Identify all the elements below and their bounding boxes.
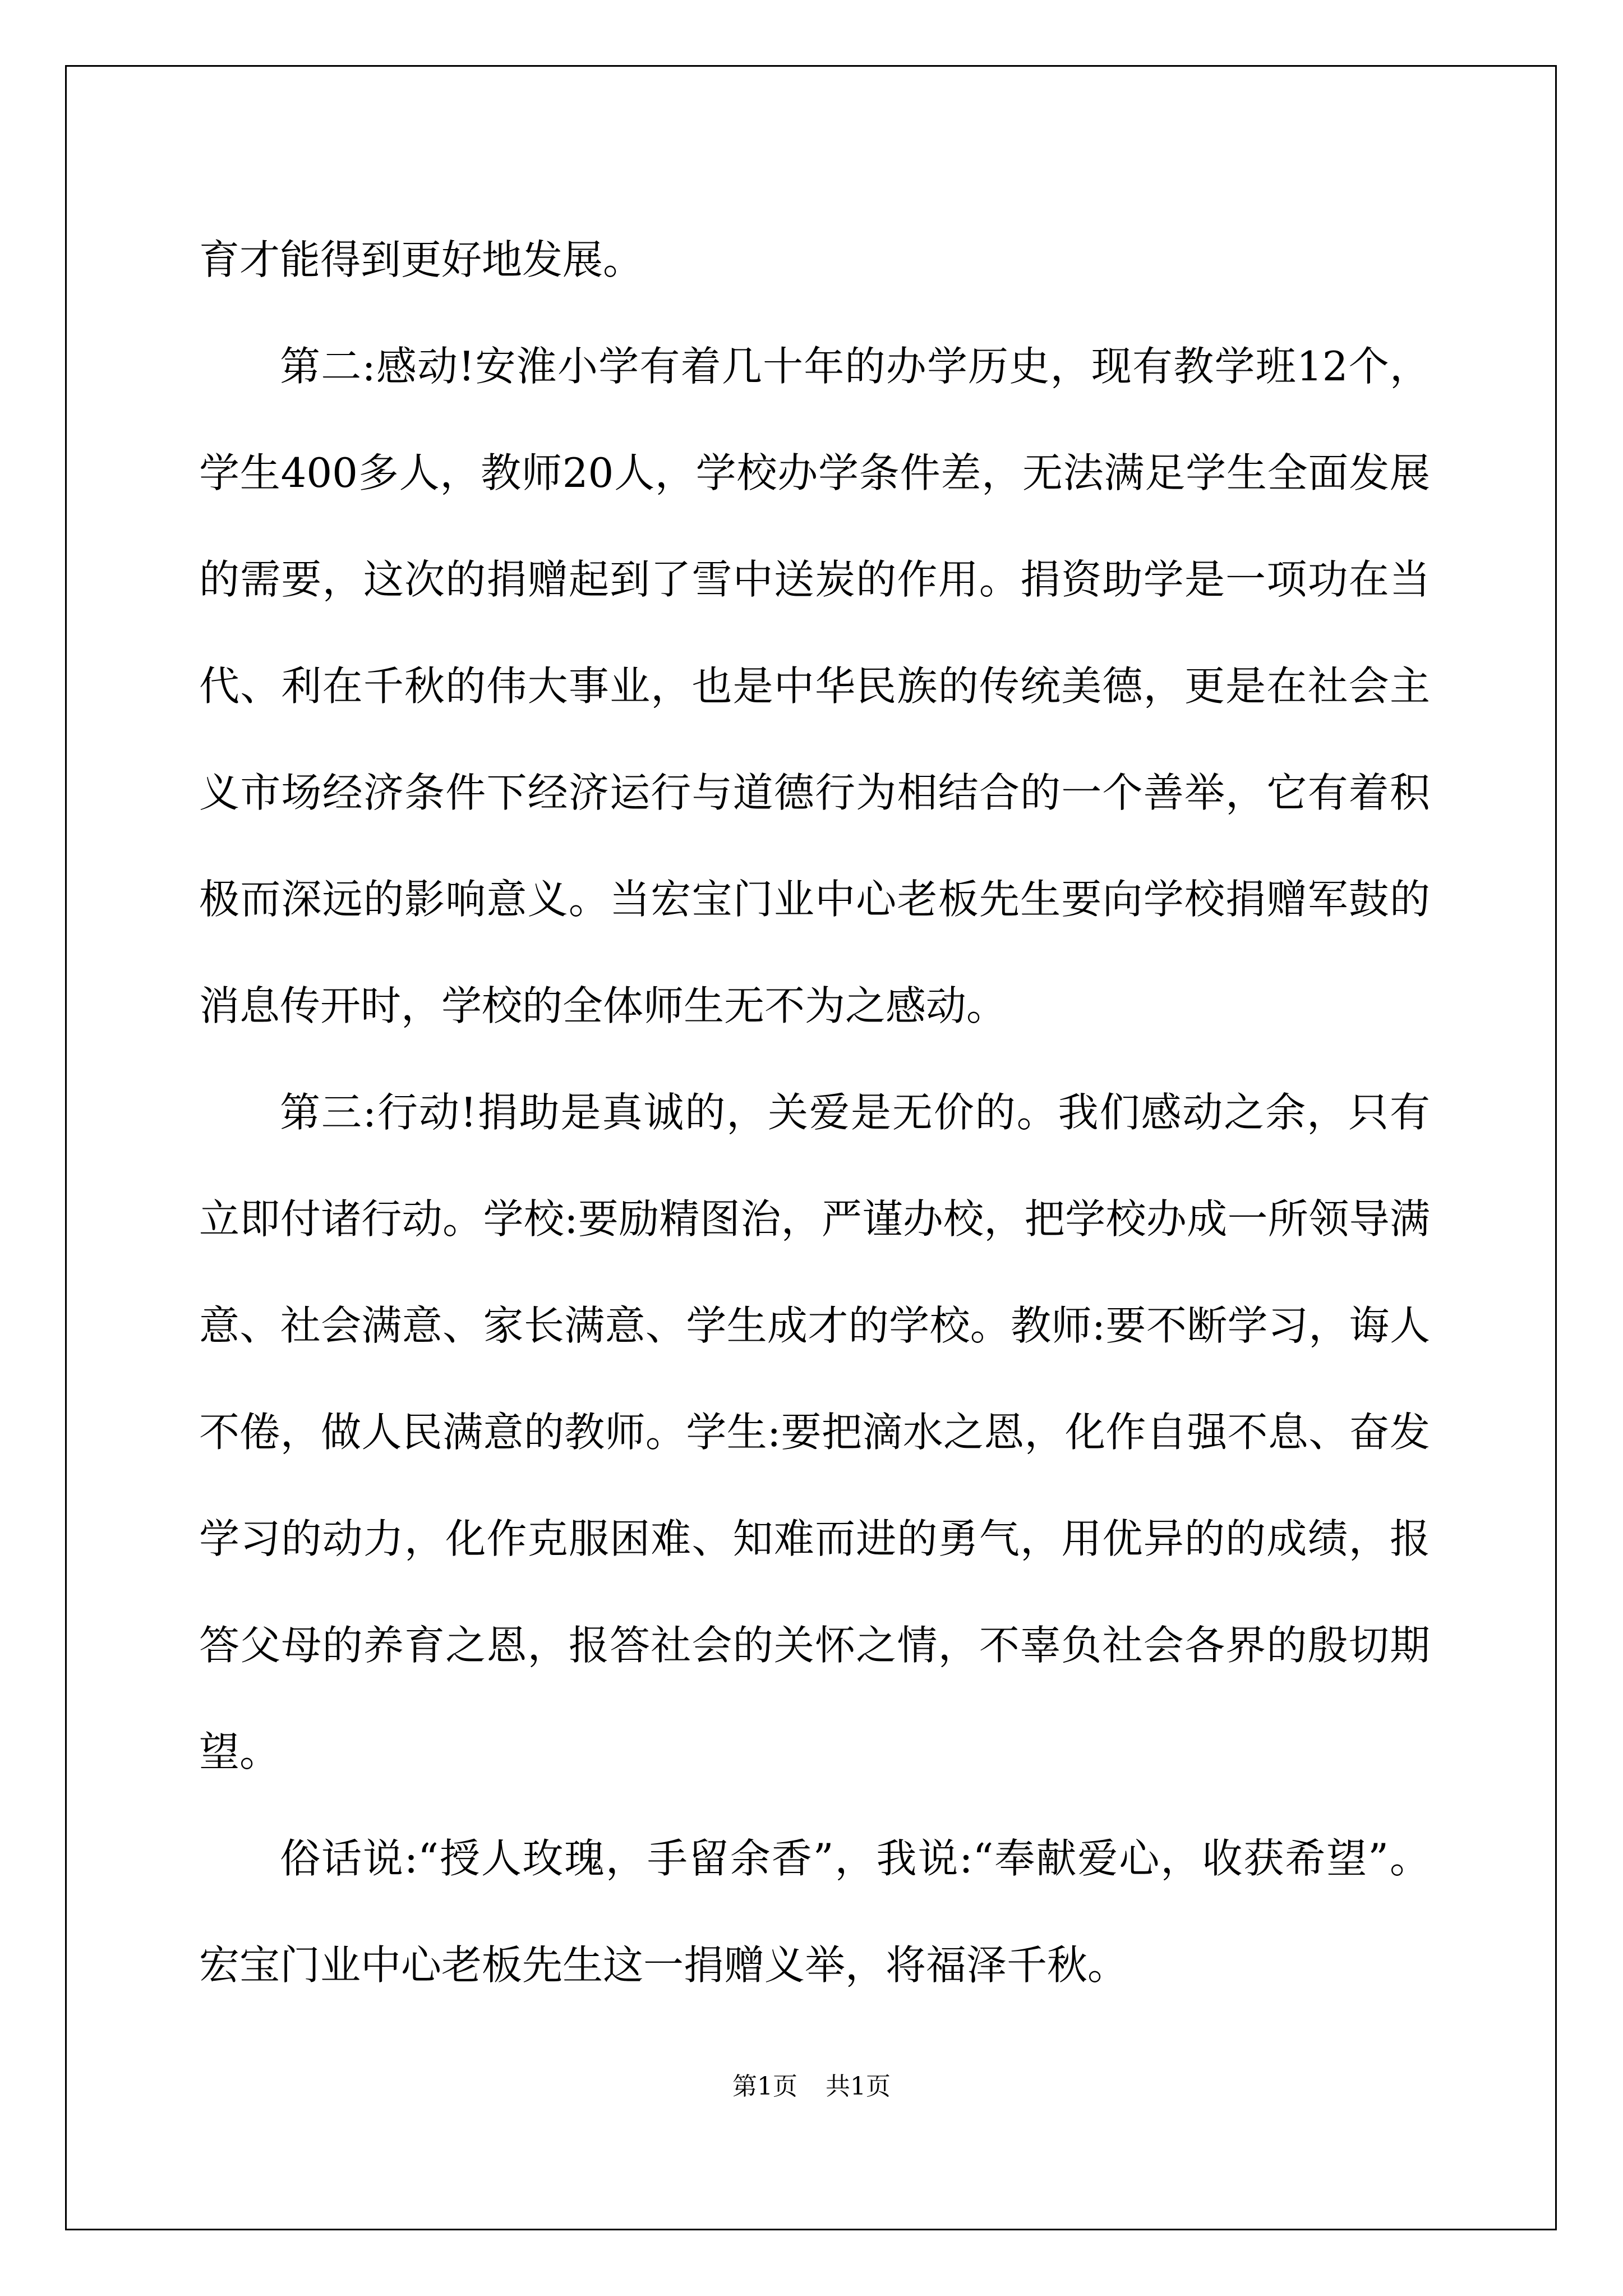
page-number-current: 第1页 [732,2072,797,2101]
paragraph-4: 俗话说:“授人玫瑰，手留余香”，我说:“奉献爱心，收获希望”。宏宝门业中心老板先生这一捐赠义举，将福泽千秋。 [199,1835,1430,1989]
paragraph-3: 第三:行动!捐助是真诚的，关爱是无价的。我们感动之余，只有立即付诸行动。学校:要励精图治，严谨办校，把学校办成一所领导满意、社会满意、家长满意、学生成才的学校。教师:要不断学习，诲人不倦，做人民满意的教师。学生:要把滴水之恩，化作自强不息、奋发学习的动力，化作克服困难、知难而进的勇气，用优异的的成绩，报答父母的养育之恩，报答社会的关怀之情，不辜负社会各界的殷切期望。 [199,1089,1430,1775]
paragraph-2: 第二:感动!安淮小学有着几十年的办学历史，现有教学班12个，学生400多人，教师20人，学校办学条件差，无法满足学生全面发展的需要，这次的捐赠起到了雪中送炭的作用。捐资助学是一项功在当代、利在千秋的伟大事业，也是中华民族的传统美德，更是在社会主义市场经济条件下经济运行与道德行为相结合的一个善举，它有着积极而深远的影响意义。当宏宝门业中心老板先生要向学校捐赠军鼓的消息传开时，学校的全体师生无不为之感动。 [199,343,1430,1029]
paragraph-1: 育才能得到更好地发展。 [199,236,644,283]
document-body [199,206,1430,2018]
page-number-total: 共1页 [826,2072,891,2101]
page-footer [0,2066,1623,2102]
